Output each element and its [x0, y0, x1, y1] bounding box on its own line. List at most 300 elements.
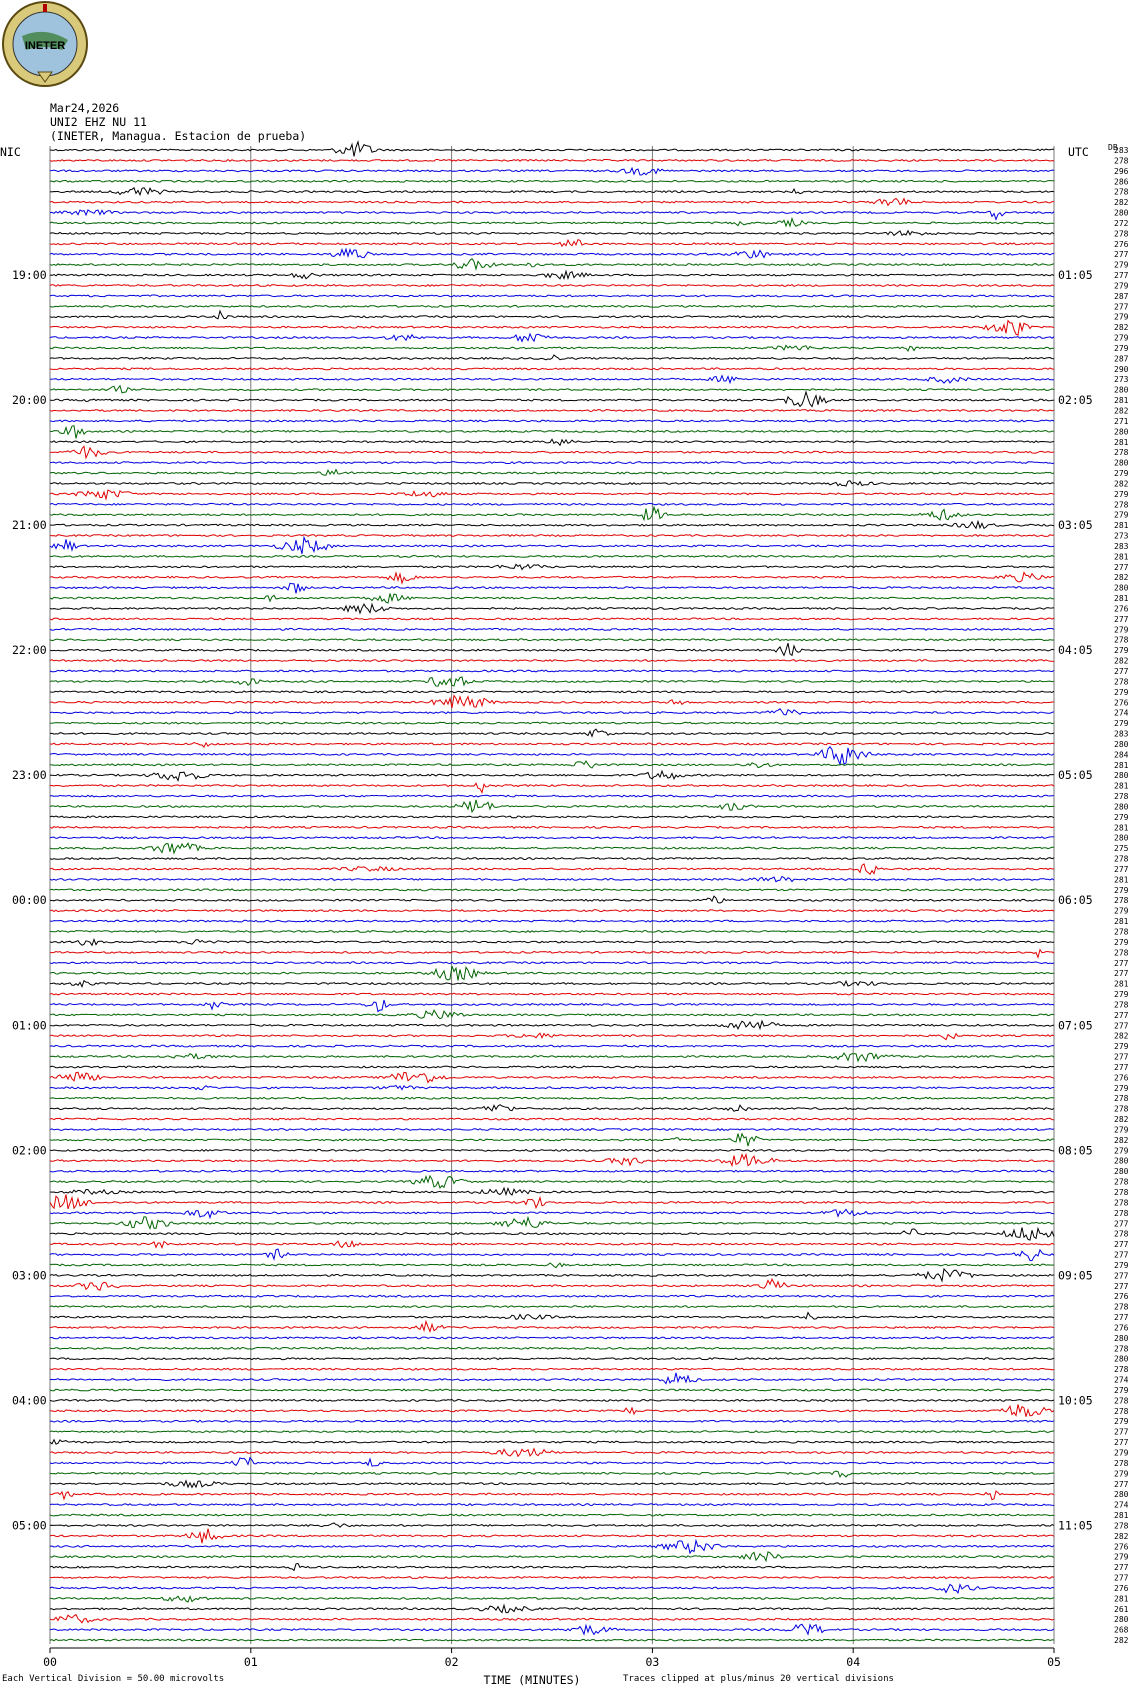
x-tick-label: 04 — [846, 1655, 861, 1670]
trace-line — [50, 1471, 1054, 1477]
trace-line — [50, 470, 1054, 476]
db-value: 276 — [1114, 1292, 1129, 1302]
trace-line — [50, 950, 1054, 958]
db-value: 277 — [1114, 1573, 1129, 1583]
db-value: 279 — [1114, 1469, 1129, 1479]
trace-line — [50, 889, 1054, 891]
db-value: 278 — [1114, 1198, 1129, 1208]
trace-line — [50, 1400, 1054, 1402]
db-value: 278 — [1114, 187, 1129, 197]
trace-line — [50, 1624, 1054, 1634]
db-value: 279 — [1114, 1385, 1129, 1395]
db-value: 281 — [1114, 875, 1129, 885]
trace-line — [50, 660, 1054, 662]
db-value: 276 — [1114, 1073, 1129, 1083]
db-value: 277 — [1114, 864, 1129, 874]
db-value: 277 — [1114, 1250, 1129, 1260]
trace-line — [50, 1045, 1054, 1047]
db-label: DB — [1108, 143, 1118, 152]
trace-line — [50, 1209, 1054, 1217]
trace-line — [50, 1000, 1054, 1012]
db-value: 279 — [1114, 990, 1129, 1000]
db-value: 282 — [1114, 479, 1129, 489]
db-value: 277 — [1114, 302, 1129, 312]
db-value: 280 — [1114, 583, 1129, 593]
x-tick-label: 05 — [1047, 1655, 1061, 1670]
trace-line — [50, 795, 1054, 797]
left-time-label: 22:00 — [12, 643, 47, 658]
trace-line — [50, 628, 1054, 630]
trace-line — [50, 305, 1054, 307]
trace-line — [50, 285, 1054, 287]
db-value: 282 — [1114, 406, 1129, 416]
db-value: 278 — [1114, 896, 1129, 906]
db-value: 268 — [1114, 1625, 1129, 1635]
trace-line — [50, 1176, 1054, 1188]
db-value: 282 — [1114, 1135, 1129, 1145]
trace-line — [50, 1368, 1054, 1370]
db-value: 279 — [1114, 260, 1129, 270]
db-value: 274 — [1114, 1500, 1129, 1510]
trace-line — [50, 826, 1054, 828]
trace-line — [50, 1217, 1054, 1229]
trace-line — [50, 249, 1054, 258]
trace-line — [50, 1541, 1054, 1553]
trace-line — [50, 1440, 1054, 1444]
db-value: 282 — [1114, 1115, 1129, 1125]
trace-line — [50, 219, 1054, 227]
trace-line — [50, 345, 1054, 351]
trace-line — [50, 1086, 1054, 1090]
db-value: 277 — [1114, 958, 1129, 968]
trace-line — [50, 410, 1054, 412]
db-value: 278 — [1114, 1396, 1129, 1406]
db-value: 272 — [1114, 218, 1129, 228]
db-value: 284 — [1114, 750, 1129, 760]
header-date: Mar24,2026 — [50, 101, 120, 115]
trace-line — [50, 321, 1054, 336]
trace-line — [50, 503, 1054, 505]
db-value: 277 — [1114, 614, 1129, 624]
db-value: 278 — [1114, 635, 1129, 645]
trace-line — [50, 843, 1054, 853]
db-value: 279 — [1114, 469, 1129, 479]
db-value: 283 — [1114, 541, 1129, 551]
db-value: 280 — [1114, 1615, 1129, 1625]
trace-line — [50, 747, 1054, 765]
db-value: 261 — [1114, 1604, 1129, 1614]
trace-line — [50, 1449, 1054, 1457]
db-value: 276 — [1114, 604, 1129, 614]
trace-line — [50, 993, 1054, 995]
trace-line — [50, 1033, 1054, 1040]
db-value: 279 — [1114, 510, 1129, 520]
db-value: 283 — [1114, 729, 1129, 739]
trace-line — [50, 271, 1054, 279]
db-value: 280 — [1114, 458, 1129, 468]
right-time-label: 09:05 — [1058, 1268, 1093, 1283]
trace-line — [50, 334, 1054, 342]
trace-line — [50, 643, 1054, 655]
trace-line — [50, 490, 1054, 499]
trace-line — [50, 537, 1054, 554]
db-value: 280 — [1114, 1156, 1129, 1166]
db-value: 280 — [1114, 1333, 1129, 1343]
trace-line — [50, 1504, 1054, 1506]
right-zone-label: UTC — [1068, 145, 1089, 159]
trace-line — [50, 142, 1054, 157]
trace-line — [50, 1269, 1054, 1281]
trace-line — [50, 771, 1054, 781]
db-value: 279 — [1114, 885, 1129, 895]
db-value: 279 — [1114, 812, 1129, 822]
db-value: 283 — [1114, 146, 1129, 155]
db-value: 279 — [1114, 1125, 1129, 1135]
db-value: 279 — [1114, 1146, 1129, 1156]
db-value: 282 — [1114, 198, 1129, 208]
db-value: 280 — [1114, 427, 1129, 437]
db-value: 277 — [1114, 1563, 1129, 1573]
db-value: 290 — [1114, 364, 1129, 374]
trace-line — [50, 1596, 1054, 1602]
db-value: 279 — [1114, 343, 1129, 353]
trace-line — [50, 1195, 1054, 1209]
db-value: 279 — [1114, 1448, 1129, 1458]
x-axis-title: TIME (MINUTES) — [483, 1673, 581, 1687]
db-value: 278 — [1114, 948, 1129, 958]
db-value: 277 — [1114, 1271, 1129, 1281]
trace-line — [50, 743, 1054, 748]
db-value: 280 — [1114, 739, 1129, 749]
left-time-label: 01:00 — [12, 1018, 47, 1033]
trace-line — [50, 376, 1054, 384]
db-value: 278 — [1114, 156, 1129, 166]
db-value: 281 — [1114, 979, 1129, 989]
db-value: 278 — [1114, 792, 1129, 802]
trace-line — [50, 1170, 1054, 1172]
db-value: 277 — [1114, 271, 1129, 281]
header-location: (INETER, Managua. Estacion de prueba) — [50, 129, 307, 143]
trace-line — [50, 931, 1054, 933]
trace-line — [50, 1129, 1054, 1131]
trace-line — [50, 535, 1054, 537]
trace-line — [50, 1389, 1054, 1391]
trace-line — [50, 604, 1054, 613]
trace-line — [50, 1097, 1054, 1099]
db-value: 282 — [1114, 1531, 1129, 1541]
trace-line — [50, 761, 1054, 768]
trace-line — [50, 1523, 1054, 1527]
svg-text:INETER: INETER — [24, 40, 66, 52]
db-value: 277 — [1114, 250, 1129, 260]
left-time-label: 19:00 — [12, 268, 47, 283]
db-value: 277 — [1114, 1240, 1129, 1250]
trace-line — [50, 1337, 1054, 1339]
db-value: 273 — [1114, 375, 1129, 385]
clip-note: Traces clipped at plus/minus 20 vertical divisions — [623, 1674, 894, 1684]
trace-line — [50, 522, 1054, 529]
db-value: 278 — [1114, 677, 1129, 687]
trace-line — [50, 696, 1054, 708]
trace-line — [50, 981, 1054, 987]
trace-line — [50, 594, 1054, 604]
db-value: 279 — [1114, 719, 1129, 729]
db-value: 278 — [1114, 1365, 1129, 1375]
trace-line — [50, 1249, 1054, 1261]
trace-line — [50, 386, 1054, 393]
x-tick-label: 00 — [43, 1655, 57, 1670]
db-value: 278 — [1114, 1177, 1129, 1187]
db-value: 273 — [1114, 531, 1129, 541]
left-time-label: 23:00 — [12, 768, 47, 783]
trace-line — [50, 231, 1054, 236]
trace-line — [50, 1313, 1054, 1320]
db-value: 281 — [1114, 1511, 1129, 1521]
left-time-label: 05:00 — [12, 1518, 47, 1533]
db-value: 279 — [1114, 333, 1129, 343]
right-time-label: 03:05 — [1058, 518, 1093, 533]
trace-line — [50, 1373, 1054, 1384]
db-value: 281 — [1114, 521, 1129, 531]
trace-line — [50, 311, 1054, 319]
db-value: 278 — [1114, 1229, 1129, 1239]
db-value: 278 — [1114, 1104, 1129, 1114]
db-value: 278 — [1114, 1094, 1129, 1104]
db-value: 280 — [1114, 385, 1129, 395]
db-value: 271 — [1114, 416, 1129, 426]
trace-line — [50, 168, 1054, 175]
trace-line — [50, 1053, 1054, 1061]
trace-line — [50, 1605, 1054, 1612]
db-value: 278 — [1114, 1302, 1129, 1312]
scale-note: Each Vertical Division = 50.00 microvolts — [2, 1674, 225, 1684]
db-value: 279 — [1114, 489, 1129, 499]
trace-line — [50, 1134, 1054, 1147]
trace-line — [50, 1514, 1054, 1516]
db-value: 277 — [1114, 1281, 1129, 1291]
trace-line — [50, 920, 1054, 922]
trace-line — [50, 1066, 1054, 1068]
db-value: 279 — [1114, 1552, 1129, 1562]
right-time-label: 01:05 — [1058, 268, 1093, 283]
db-value: 274 — [1114, 708, 1129, 718]
db-value: 277 — [1114, 1427, 1129, 1437]
trace-line — [50, 1358, 1054, 1360]
trace-line — [50, 564, 1054, 569]
db-value: 277 — [1114, 1021, 1129, 1031]
db-value: 277 — [1114, 1219, 1129, 1229]
trace-line — [50, 966, 1054, 980]
db-value: 277 — [1114, 1438, 1129, 1448]
db-value: 278 — [1114, 1406, 1129, 1416]
trace-line — [50, 462, 1054, 464]
left-time-label: 02:00 — [12, 1143, 47, 1158]
trace-line — [50, 295, 1054, 297]
trace-line — [50, 1458, 1054, 1466]
db-value: 278 — [1114, 1458, 1129, 1468]
db-value: 280 — [1114, 1490, 1129, 1500]
db-value: 280 — [1114, 833, 1129, 843]
trace-line — [50, 877, 1054, 882]
db-value: 275 — [1114, 844, 1129, 854]
trace-line — [50, 1405, 1054, 1417]
db-value: 280 — [1114, 1167, 1129, 1177]
db-value: 281 — [1114, 594, 1129, 604]
trace-line — [50, 439, 1054, 445]
trace-line — [50, 783, 1054, 792]
db-value: 276 — [1114, 1323, 1129, 1333]
trace-line — [50, 1431, 1054, 1433]
trace-line — [50, 583, 1054, 593]
trace-line — [50, 556, 1054, 558]
trace-line — [50, 1155, 1054, 1166]
header-station: UNI2 EHZ NU 11 — [50, 115, 147, 129]
db-value: 279 — [1114, 1417, 1129, 1427]
trace-line — [50, 1420, 1054, 1422]
left-time-label: 20:00 — [12, 393, 47, 408]
db-value: 282 — [1114, 573, 1129, 583]
trace-line — [50, 1322, 1054, 1332]
trace-line — [50, 199, 1054, 206]
trace-line — [50, 1577, 1054, 1579]
db-value: 278 — [1114, 1188, 1129, 1197]
trace-line — [50, 940, 1054, 946]
trace-line — [50, 1491, 1054, 1500]
db-value: 281 — [1114, 781, 1129, 791]
db-value: 279 — [1114, 937, 1129, 947]
db-value: 278 — [1114, 1521, 1129, 1531]
left-time-label: 03:00 — [12, 1268, 47, 1283]
db-value: 276 — [1114, 1583, 1129, 1593]
trace-line — [50, 1279, 1054, 1290]
trace-line — [50, 420, 1054, 422]
db-value: 279 — [1114, 1260, 1129, 1270]
db-value: 279 — [1114, 906, 1129, 916]
db-value: 278 — [1114, 500, 1129, 510]
trace-line — [50, 1584, 1054, 1593]
trace-line — [50, 426, 1054, 439]
trace-line — [50, 368, 1054, 370]
trace-line — [50, 240, 1054, 247]
db-value: 280 — [1114, 802, 1129, 812]
db-value: 279 — [1114, 312, 1129, 322]
trace-line — [50, 1188, 1054, 1195]
trace-line — [50, 1529, 1054, 1543]
db-value: 280 — [1114, 1354, 1129, 1364]
right-time-label: 07:05 — [1058, 1018, 1093, 1033]
db-value: 281 — [1114, 552, 1129, 562]
db-value: 278 — [1114, 854, 1129, 864]
trace-line — [50, 837, 1054, 839]
trace-line — [50, 180, 1054, 182]
trace-line — [50, 1481, 1054, 1488]
trace-line — [50, 1149, 1054, 1151]
trace-line — [50, 1563, 1054, 1570]
db-value: 282 — [1114, 1031, 1129, 1041]
trace-line — [50, 1615, 1054, 1623]
db-value: 282 — [1114, 323, 1129, 333]
trace-line — [50, 858, 1054, 860]
db-value: 279 — [1114, 281, 1129, 291]
trace-line — [50, 1241, 1054, 1248]
trace-line — [50, 962, 1054, 964]
trace-line — [50, 392, 1054, 407]
db-value: 281 — [1114, 823, 1129, 833]
trace-line — [50, 800, 1054, 812]
db-value: 278 — [1114, 1000, 1129, 1010]
right-time-label: 06:05 — [1058, 893, 1093, 908]
trace-line — [50, 1347, 1054, 1349]
x-tick-label: 03 — [645, 1655, 660, 1670]
db-value: 277 — [1114, 969, 1129, 979]
db-value: 276 — [1114, 1542, 1129, 1552]
trace-line — [50, 1295, 1054, 1297]
trace-line — [50, 1552, 1054, 1561]
trace-line — [50, 722, 1054, 724]
trace-line — [50, 573, 1054, 584]
trace-line — [50, 507, 1054, 520]
db-value: 279 — [1114, 625, 1129, 635]
right-time-label: 05:05 — [1058, 768, 1093, 783]
db-value: 276 — [1114, 239, 1129, 249]
db-value: 280 — [1114, 208, 1129, 218]
trace-line — [50, 1639, 1054, 1641]
right-time-label: 11:05 — [1058, 1518, 1093, 1533]
right-time-label: 02:05 — [1058, 393, 1093, 408]
db-value: 277 — [1114, 1313, 1129, 1323]
db-value: 277 — [1114, 1052, 1129, 1062]
db-value: 276 — [1114, 698, 1129, 708]
trace-line — [50, 188, 1054, 195]
trace-line — [50, 259, 1054, 269]
trace-line — [50, 670, 1054, 672]
db-value: 277 — [1114, 562, 1129, 572]
right-time-label: 08:05 — [1058, 1143, 1093, 1158]
left-time-label: 00:00 — [12, 893, 47, 908]
db-value: 278 — [1114, 229, 1129, 239]
left-time-label: 04:00 — [12, 1393, 47, 1408]
db-value: 278 — [1114, 448, 1129, 458]
trace-line — [50, 864, 1054, 874]
db-value: 278 — [1114, 927, 1129, 937]
db-value: 277 — [1114, 1062, 1129, 1072]
right-time-label: 10:05 — [1058, 1393, 1093, 1408]
trace-line — [50, 481, 1054, 486]
trace-line — [50, 210, 1054, 220]
trace-line — [50, 355, 1054, 360]
db-value: 279 — [1114, 646, 1129, 656]
trace-line — [50, 1118, 1054, 1120]
trace-line — [50, 160, 1054, 162]
db-value: 277 — [1114, 667, 1129, 676]
trace-line — [50, 1021, 1054, 1029]
trace-line — [50, 691, 1054, 693]
db-value: 282 — [1114, 656, 1129, 666]
trace-line — [50, 1072, 1054, 1082]
db-value: 280 — [1114, 771, 1129, 781]
x-tick-label: 01 — [243, 1655, 258, 1670]
db-value: 296 — [1114, 166, 1129, 176]
db-value: 274 — [1114, 1375, 1129, 1385]
db-value: 287 — [1114, 354, 1129, 364]
db-value: 282 — [1114, 1636, 1129, 1646]
db-value: 277 — [1114, 1479, 1129, 1489]
trace-line — [50, 816, 1054, 818]
db-value: 278 — [1114, 1344, 1129, 1354]
db-value: 281 — [1114, 917, 1129, 927]
left-time-label: 21:00 — [12, 518, 47, 533]
db-value: 279 — [1114, 687, 1129, 697]
